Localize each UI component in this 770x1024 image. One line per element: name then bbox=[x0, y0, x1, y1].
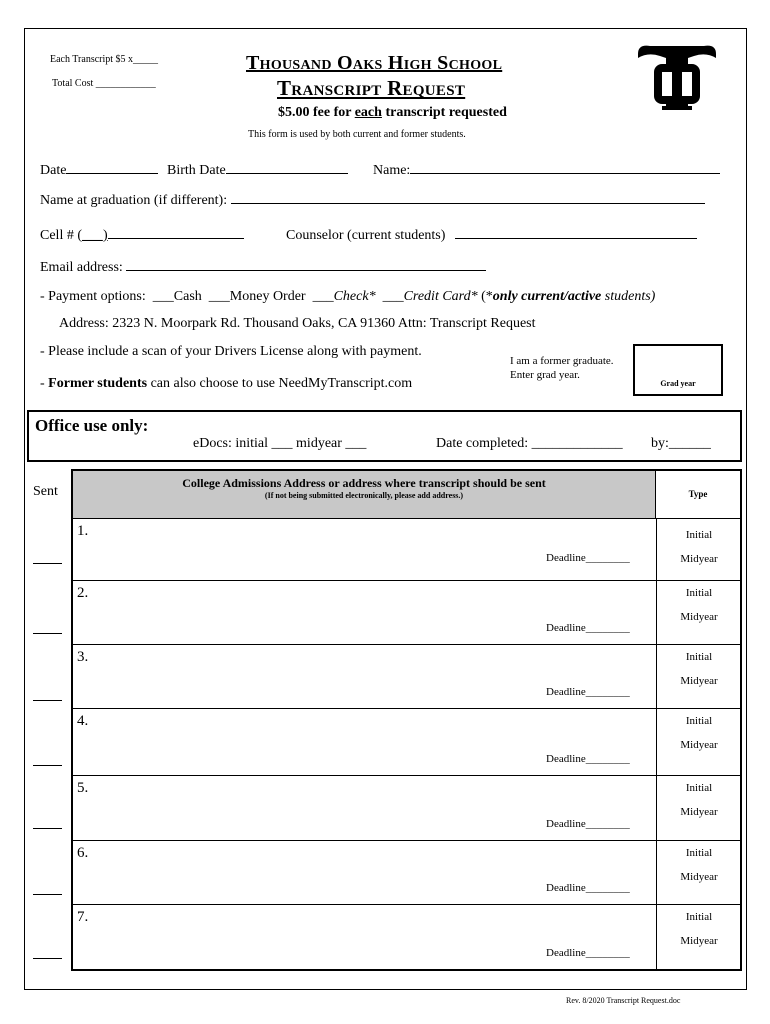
type-midyear-option[interactable]: Midyear bbox=[680, 739, 718, 751]
address-row[interactable] bbox=[73, 905, 740, 969]
payment-check-option[interactable]: ___Check* bbox=[312, 289, 376, 304]
deadline-field[interactable]: Deadline________ bbox=[546, 818, 630, 830]
row-number: 4. bbox=[77, 713, 89, 729]
each-transcript-field[interactable]: Each Transcript $5 x_____ bbox=[50, 54, 159, 65]
sent-checkline[interactable] bbox=[33, 563, 62, 564]
type-column-header bbox=[656, 471, 740, 519]
payment-cash-option[interactable]: ___Cash bbox=[152, 289, 202, 304]
grad-note-line2: Enter grad year. bbox=[510, 369, 580, 381]
type-midyear-option[interactable]: Midyear bbox=[680, 553, 718, 565]
birth-date-field[interactable]: Birth Date bbox=[167, 160, 348, 179]
type-cell bbox=[656, 645, 718, 708]
type-midyear-option[interactable]: Midyear bbox=[680, 611, 718, 623]
deadline-field[interactable]: Deadline________ bbox=[546, 552, 630, 564]
row-number: 2. bbox=[77, 585, 89, 601]
row-number: 3. bbox=[77, 649, 89, 665]
former-students-note: - Former students can also choose to use NeedMyTranscript.com bbox=[40, 376, 413, 391]
sent-checkline[interactable] bbox=[33, 958, 62, 959]
license-note: - Please include a scan of your Drivers License along with payment. bbox=[40, 344, 422, 359]
address-table bbox=[71, 469, 742, 971]
type-column-label: Type bbox=[688, 489, 708, 499]
payment-money-order-option[interactable]: ___Money Order bbox=[208, 289, 306, 304]
edocs-field[interactable]: eDocs: initial ___ midyear ___ bbox=[193, 436, 367, 451]
type-midyear-option[interactable]: Midyear bbox=[680, 675, 718, 687]
table-header-subtitle: (If not being submitted electronically, please add address.) bbox=[264, 491, 464, 500]
email-field[interactable]: Email address: bbox=[40, 257, 486, 276]
office-use-box bbox=[27, 410, 742, 462]
type-cell bbox=[656, 905, 718, 969]
sent-checkline[interactable] bbox=[33, 700, 62, 701]
fee-line: $5.00 fee for each transcript requested bbox=[278, 105, 507, 120]
type-initial-option[interactable]: Initial bbox=[685, 715, 713, 727]
deadline-field[interactable]: Deadline________ bbox=[546, 686, 630, 698]
type-initial-option[interactable]: Initial bbox=[685, 651, 713, 663]
deadline-field[interactable]: Deadline________ bbox=[546, 947, 630, 959]
deadline-field[interactable]: Deadline________ bbox=[546, 753, 630, 765]
payment-credit-option[interactable]: ___Credit Card* bbox=[382, 289, 478, 304]
type-initial-option[interactable]: Initial bbox=[685, 587, 713, 599]
type-cell bbox=[656, 519, 718, 580]
type-initial-option[interactable]: Initial bbox=[685, 911, 713, 923]
payment-options: - Payment options: ___Cash ___Money Order ___Check* ___Credit Card* (*only current/active students) bbox=[40, 289, 656, 304]
deadline-field[interactable]: Deadline________ bbox=[546, 622, 630, 634]
sent-checkline[interactable] bbox=[33, 894, 62, 895]
total-cost-field[interactable]: Total Cost ____________ bbox=[52, 78, 156, 89]
name-field[interactable]: Name: bbox=[373, 160, 720, 179]
sent-checkline[interactable] bbox=[33, 765, 62, 766]
revision-footer: Rev. 8/2020 Transcript Request.doc bbox=[566, 996, 681, 1005]
counselor-field[interactable]: Counselor (current students) bbox=[286, 225, 697, 244]
school-logo bbox=[636, 42, 718, 112]
name-at-graduation-field[interactable]: Name at graduation (if different): bbox=[40, 190, 705, 209]
address-row[interactable] bbox=[73, 776, 740, 841]
type-cell bbox=[656, 841, 718, 904]
address-row[interactable] bbox=[73, 645, 740, 709]
sent-column-label: Sent bbox=[33, 484, 58, 499]
type-cell bbox=[656, 581, 718, 644]
type-midyear-option[interactable]: Midyear bbox=[680, 871, 718, 883]
sent-checkline[interactable] bbox=[33, 633, 62, 634]
type-cell bbox=[656, 776, 718, 840]
by-field[interactable]: by:______ bbox=[651, 436, 711, 451]
type-midyear-option[interactable]: Midyear bbox=[680, 806, 718, 818]
row-number: 1. bbox=[77, 523, 89, 539]
grad-year-box[interactable] bbox=[633, 344, 723, 396]
row-number: 7. bbox=[77, 909, 89, 925]
grad-note-line1: I am a former graduate. bbox=[510, 355, 614, 367]
type-initial-option[interactable]: Initial bbox=[685, 782, 713, 794]
address-row[interactable] bbox=[73, 841, 740, 905]
type-cell bbox=[656, 709, 718, 775]
address-row[interactable] bbox=[73, 519, 740, 581]
school-name-title: Thousand Oaks High School bbox=[246, 52, 503, 74]
type-midyear-option[interactable]: Midyear bbox=[680, 935, 718, 947]
sent-checkline[interactable] bbox=[33, 828, 62, 829]
table-header bbox=[73, 471, 656, 519]
address-row[interactable] bbox=[73, 709, 740, 776]
form-title: Transcript Request bbox=[277, 76, 466, 100]
cell-field[interactable]: Cell # (___) bbox=[40, 225, 244, 244]
row-number: 6. bbox=[77, 845, 89, 861]
date-completed-field[interactable]: Date completed: _____________ bbox=[436, 436, 623, 451]
date-field[interactable]: Date bbox=[40, 160, 158, 179]
form-usage-note: This form is used by both current and former students. bbox=[248, 129, 466, 140]
grad-year-label: Grad year bbox=[660, 379, 696, 388]
type-initial-option[interactable]: Initial bbox=[685, 847, 713, 859]
type-initial-option[interactable]: Initial bbox=[685, 529, 713, 541]
deadline-field[interactable]: Deadline________ bbox=[546, 882, 630, 894]
table-header-title: College Admissions Address or address where transcript should be sent bbox=[182, 476, 546, 490]
office-use-title: Office use only: bbox=[35, 416, 149, 435]
mailing-address: Address: 2323 N. Moorpark Rd. Thousand Oaks, CA 91360 Attn: Transcript Request bbox=[59, 316, 536, 331]
row-number: 5. bbox=[77, 780, 89, 796]
address-row[interactable] bbox=[73, 581, 740, 645]
